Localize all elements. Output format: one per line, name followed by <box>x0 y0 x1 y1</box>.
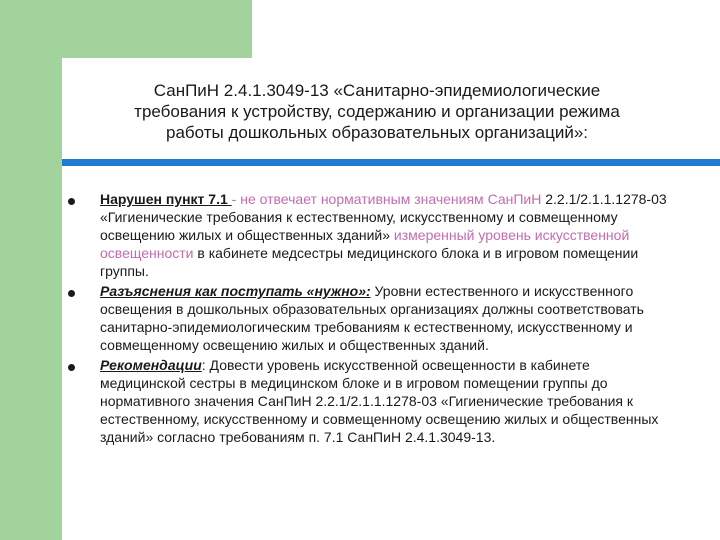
violation-highlight-2: измеренный уровень искусственной освещенности <box>100 227 630 261</box>
violation-lead: Нарушен пункт 7.1 <box>100 191 232 207</box>
bullet-dot-icon <box>68 290 75 297</box>
bullet-explanation <box>62 282 672 354</box>
title-line-2: требования к устройству, содержанию и организации режима <box>134 102 620 121</box>
violation-highlight-1: не отвечает нормативным значениям СанПиН <box>240 191 542 207</box>
explanation-lead: Разъяснения как поступать «нужно»: <box>100 283 371 299</box>
violation-text-2: в кабинете медсестры медицинского блока и в игровом помещении группы. <box>100 245 639 279</box>
title-line-1: СанПиН 2.4.1.3049-13 «Санитарно-эпидемиологические <box>153 81 601 100</box>
bullet-list <box>62 190 672 446</box>
bullet-dot-icon <box>68 198 75 205</box>
bullet-recommendations <box>62 356 672 446</box>
slide-title <box>82 80 672 143</box>
bullet-dot-icon <box>68 364 75 371</box>
violation-text-1: 2.2.1/2.1.1.1278-03 «Гигиенические требования к естественному, искусственному и совмещенному освещению жилых и общественных зданий» <box>100 191 667 243</box>
title-divider-bar <box>62 159 720 166</box>
recommendations-text: : Довести уровень искусственной освещенности в кабинете медицинской сестры в медицинском блоке и в игровом помещении группы до нормативного значения СанПиН 2.2.1/2.1.1.1278-03 «Гигиенические требования к естественному, искусственному и совмещенному освещению жилых и общественных зданий» согласно требованиям п. 7.1 СанПиН 2.4.1.3049-13. <box>100 357 659 445</box>
green-side-band <box>0 0 62 540</box>
explanation-text: Уровни естественного и искусственного освещения в дошкольных образовательных организациях должны соответствовать санитарно-эпидемиологическим требованиям к естественному, искусственному и совмещенному освещению жилых и общественных зданий. <box>100 283 644 353</box>
bullet-violation <box>62 190 672 280</box>
recommendations-lead: Рекомендации <box>100 357 202 373</box>
green-top-band <box>0 0 252 58</box>
violation-dash: - <box>231 191 241 207</box>
title-line-3: работы дошкольных образовательных организаций»: <box>166 123 588 142</box>
